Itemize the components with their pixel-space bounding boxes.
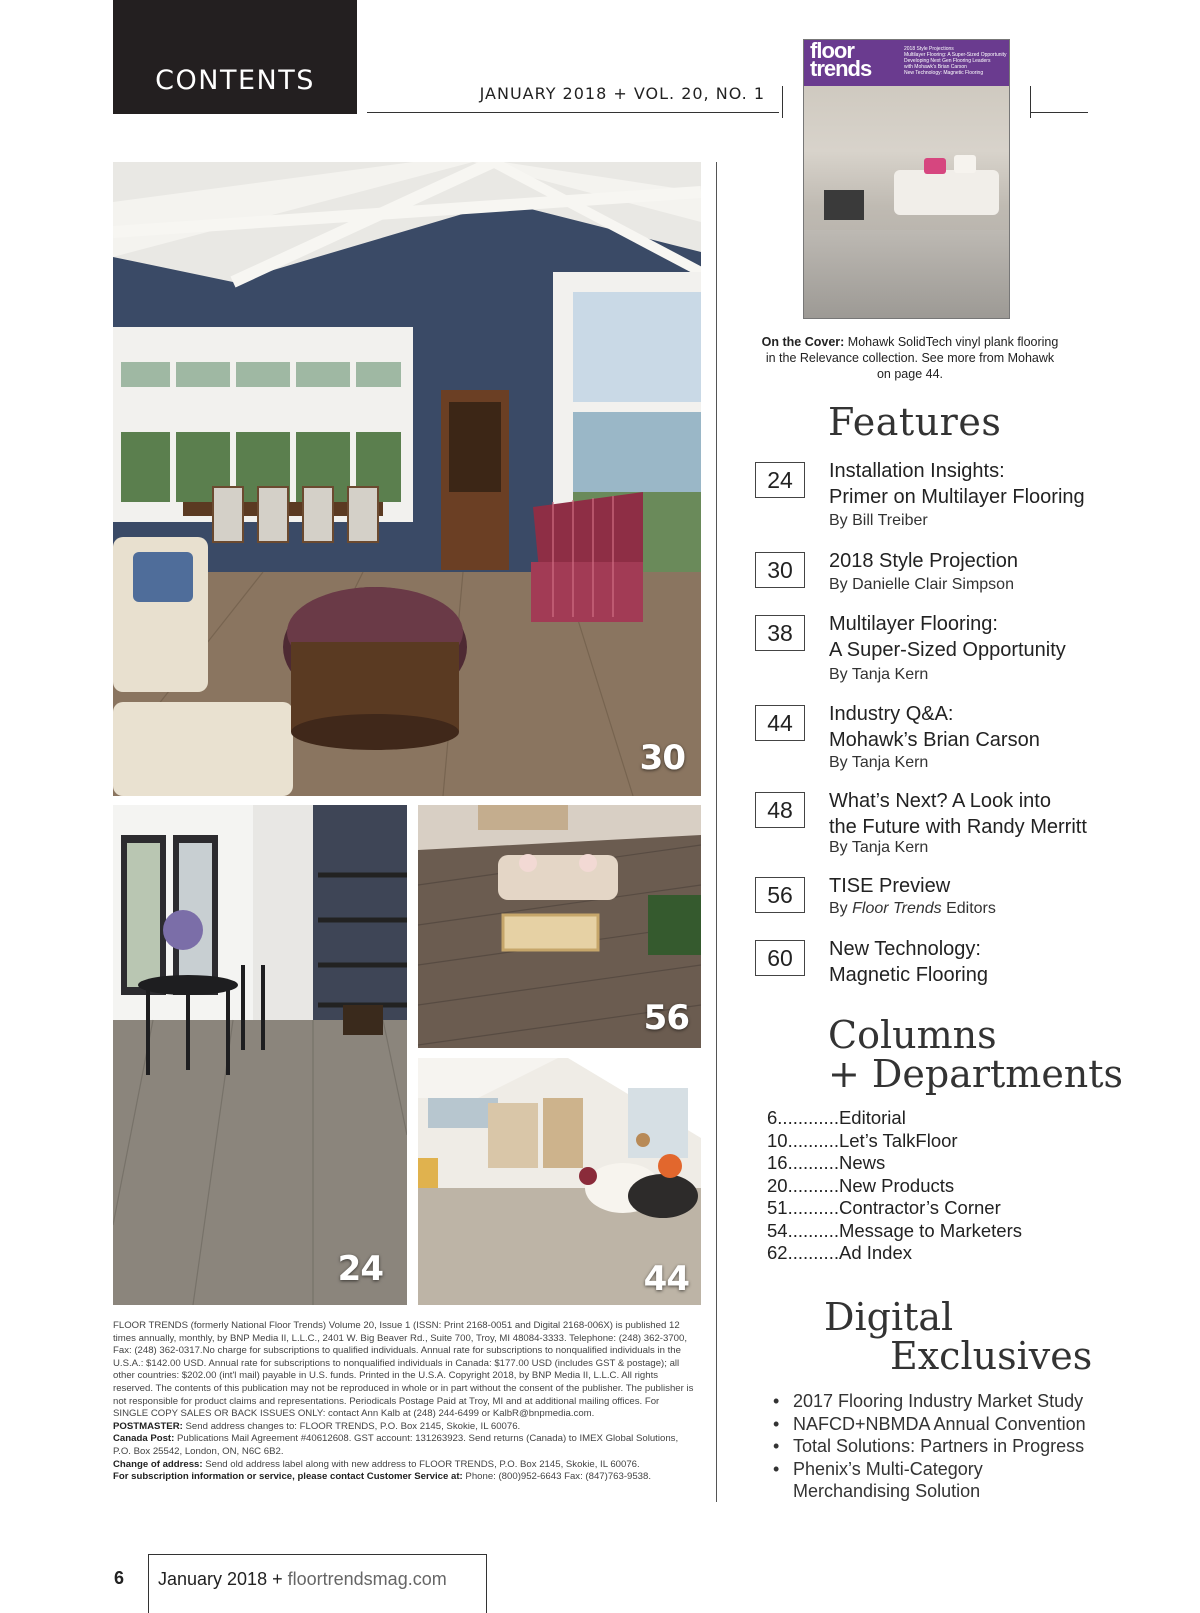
feature-byline: By Bill Treiber <box>829 512 928 529</box>
cover-cushion <box>954 155 976 173</box>
page-number: 6 <box>114 1568 125 1588</box>
byline-suffix: Editors <box>941 900 996 917</box>
exclusives-heading: Exclusives <box>890 1334 1093 1378</box>
feature-title-line: Installation Insights: <box>829 460 1005 482</box>
legal-intro: FLOOR TRENDS (formerly National Floor Trends) Volume 20, Issue 1 (ISSN: Print 2168-0051 and Digital 2168-006X) is published 12 times annually, monthly, by BNP Media II, L.L.C., 2401 W. Big Beaver Rd., Suite 700, Troy, MI 48084-3333. Telephone: (248) 362-3700, Fax: (248) 362-0317.No charge for subscriptions to qualified individuals. Annual rate for subscriptions to nonqualified individuals in the U.S.A.: $142.00 USD. Annual rate for subscriptions to nonqualified individuals in Canada: $177.00 USD (includes GST & postage); all other countries: $202.00 (int'l mail) payable in U.S. funds. Printed in the U.S.A. Copyright 2018, by BNP Media II, L.L.C. All rights reserved. The contents of this publication may not be reproduced in whole or in part without the consent of the publisher. The publisher is not responsible for product claims and representations. Periodicals Postage Paid at Troy, MI and at additional mailing offices. For SINGLE COPY SALES OR BACK ISSUES ONLY: contact Ann Kalb at (248) 244-6499 or KalbR@bnpmedia.com. <box>113 1320 694 1420</box>
legal-label: POSTMASTER: <box>113 1420 183 1432</box>
cover-caption-text: Mohawk SolidTech vinyl plank flooring in the Relevance collection. See more from Mohawk on page 44. <box>765 335 1059 381</box>
photo-page-number: 30 <box>639 738 685 778</box>
cover-logo-line2: trends <box>810 56 872 81</box>
cover-cushion <box>924 158 946 174</box>
feature-title[interactable] <box>829 788 1189 840</box>
department-item[interactable]: 20..........New Products <box>767 1174 955 1196</box>
cover-bullets <box>904 46 1007 76</box>
cover-bracket-left <box>782 86 783 118</box>
feature-title-line: Mohawk’s Brian Carson <box>829 729 1040 751</box>
department-item[interactable]: 54..........Message to Marketers <box>767 1219 1022 1241</box>
photo-playroom[interactable] <box>418 1058 701 1305</box>
feature-byline: By Danielle Clair Simpson <box>829 576 1014 593</box>
feature-title-line: New Technology: <box>829 938 981 960</box>
feature-title[interactable] <box>829 458 1189 510</box>
digital-heading: Digital <box>824 1295 954 1339</box>
cover-bullet: New Technology: Magnetic Flooring <box>904 70 984 76</box>
contents-tab <box>113 0 357 114</box>
digital-item[interactable]: • 2017 Flooring Industry Market Study <box>773 1390 1103 1413</box>
legal-postmaster <box>113 1421 695 1434</box>
legal-label: Change of address: <box>113 1458 203 1470</box>
feature-title-line: the Future with Randy Merritt <box>829 816 1087 838</box>
publication-legal <box>113 1320 695 1484</box>
feature-title-line: Magnetic Flooring <box>829 964 988 986</box>
dining-room-illustration <box>113 805 407 1305</box>
footer-text <box>158 1569 447 1590</box>
legal-text: Publications Mail Agreement #40612608. GST account: 131263923. Send returns (Canada) to IMEX Global Solutions, P.O. Box 25542, London, ON, N6C 6B2. <box>113 1433 679 1457</box>
feature-title[interactable] <box>829 701 1189 753</box>
cover-bullet: Multilayer Flooring: A Super-Sized Opportunity <box>904 52 1007 58</box>
legal-canada <box>113 1433 695 1458</box>
cover-thumbnail[interactable] <box>803 39 1010 319</box>
header-rule <box>367 112 779 113</box>
living-room-illustration <box>113 162 701 796</box>
feature-title-line: TISE Preview <box>829 875 951 897</box>
feature-title[interactable] <box>829 936 1189 988</box>
digital-item[interactable]: • NAFCD+NBMDA Annual Convention <box>773 1413 1103 1436</box>
feature-page-number: 24 <box>755 462 805 498</box>
department-item[interactable]: 6............Editorial <box>767 1107 906 1128</box>
feature-title-line: Industry Q&A: <box>829 703 954 725</box>
legal-text: Send old address label along with new address to FLOOR TRENDS, P.O. Box 2145, Skokie, IL 60076. <box>202 1458 640 1470</box>
digital-exclusives-list <box>773 1390 1103 1503</box>
cover-fireplace <box>824 190 864 220</box>
cover-rule-right <box>1030 112 1088 113</box>
feature-page-number: 48 <box>755 792 805 828</box>
cover-masthead <box>804 40 1009 86</box>
legal-label: For subscription information or service, please contact Customer Service at: <box>113 1471 463 1483</box>
feature-page-number: 44 <box>755 705 805 741</box>
footer-date: January 2018 <box>158 1569 268 1589</box>
cover-bullet: Developing Next Gen Flooring Leaders <box>904 58 991 64</box>
department-item[interactable]: 10..........Let’s TalkFloor <box>767 1129 958 1151</box>
cover-bullet: 2018 Style Projections <box>904 46 954 52</box>
legal-label: Canada Post: <box>113 1433 175 1445</box>
feature-byline: By Tanja Kern <box>829 754 929 771</box>
cover-sofa <box>894 170 999 215</box>
cover-caption <box>760 334 1060 382</box>
departments-heading: + Departments <box>828 1052 1124 1096</box>
contents-label: CONTENTS <box>155 65 315 96</box>
legal-text: Send address changes to: FLOOR TRENDS, P.O. Box 2145, Skokie, IL 60076. <box>182 1420 521 1432</box>
photo-overhead-living-room[interactable] <box>418 805 701 1048</box>
byline-publication: Floor Trends <box>852 900 942 917</box>
feature-byline: By Tanja Kern <box>829 839 929 856</box>
footer-website-link[interactable]: floortrendsmag.com <box>287 1569 447 1589</box>
feature-byline <box>829 900 996 918</box>
feature-title-line: 2018 Style Projection <box>829 550 1019 572</box>
photo-dining-room[interactable] <box>113 805 407 1305</box>
cover-caption-label: On the Cover: <box>761 335 845 349</box>
footer-separator: + <box>272 1569 283 1589</box>
legal-change-address <box>113 1459 695 1472</box>
department-item[interactable]: 16..........News <box>767 1152 886 1173</box>
photo-page-number: 44 <box>643 1259 689 1299</box>
feature-title-line: Multilayer Flooring: <box>829 613 998 635</box>
cover-logo <box>810 39 872 81</box>
feature-title-line: A Super-Sized Opportunity <box>829 639 1066 661</box>
department-item[interactable]: 51..........Contractor’s Corner <box>767 1197 1001 1218</box>
columns-list <box>767 1107 1022 1265</box>
column-divider <box>716 162 717 1502</box>
byline-prefix: By <box>829 900 853 917</box>
department-item[interactable]: 62..........Ad Index <box>767 1242 913 1263</box>
feature-byline: By Tanja Kern <box>829 666 929 683</box>
cover-bracket-right <box>1030 86 1031 118</box>
digital-item[interactable]: • Total Solutions: Partners in Progress <box>773 1435 1103 1458</box>
cover-floor <box>804 230 1009 319</box>
feature-title[interactable] <box>829 611 1189 663</box>
feature-title[interactable] <box>829 873 1189 899</box>
feature-title[interactable] <box>829 548 1189 574</box>
cover-logo-line1: floor <box>810 39 854 63</box>
cover-bullet: with Mohawk's Brian Carson <box>904 64 967 70</box>
columns-heading: Columns <box>828 1013 997 1057</box>
issue-info: JANUARY 2018 + VOL. 20, NO. 1 <box>479 84 765 103</box>
feature-page-number: 56 <box>755 877 805 913</box>
legal-text: Phone: (800)952-6643 Fax: (847)763-9538. <box>462 1471 652 1483</box>
photo-living-room[interactable] <box>113 162 701 796</box>
photo-page-number: 56 <box>643 998 689 1038</box>
legal-service <box>113 1471 695 1484</box>
digital-item[interactable]: • Phenix’s Multi-Category Merchandising Solution <box>773 1458 1103 1503</box>
features-heading: Features <box>828 400 1002 444</box>
photo-page-number: 24 <box>337 1249 383 1289</box>
feature-page-number: 30 <box>755 552 805 588</box>
feature-title-line: What’s Next? A Look into <box>829 790 1051 812</box>
feature-page-number: 60 <box>755 940 805 976</box>
feature-title-line: Primer on Multilayer Flooring <box>829 486 1085 508</box>
feature-page-number: 38 <box>755 615 805 651</box>
